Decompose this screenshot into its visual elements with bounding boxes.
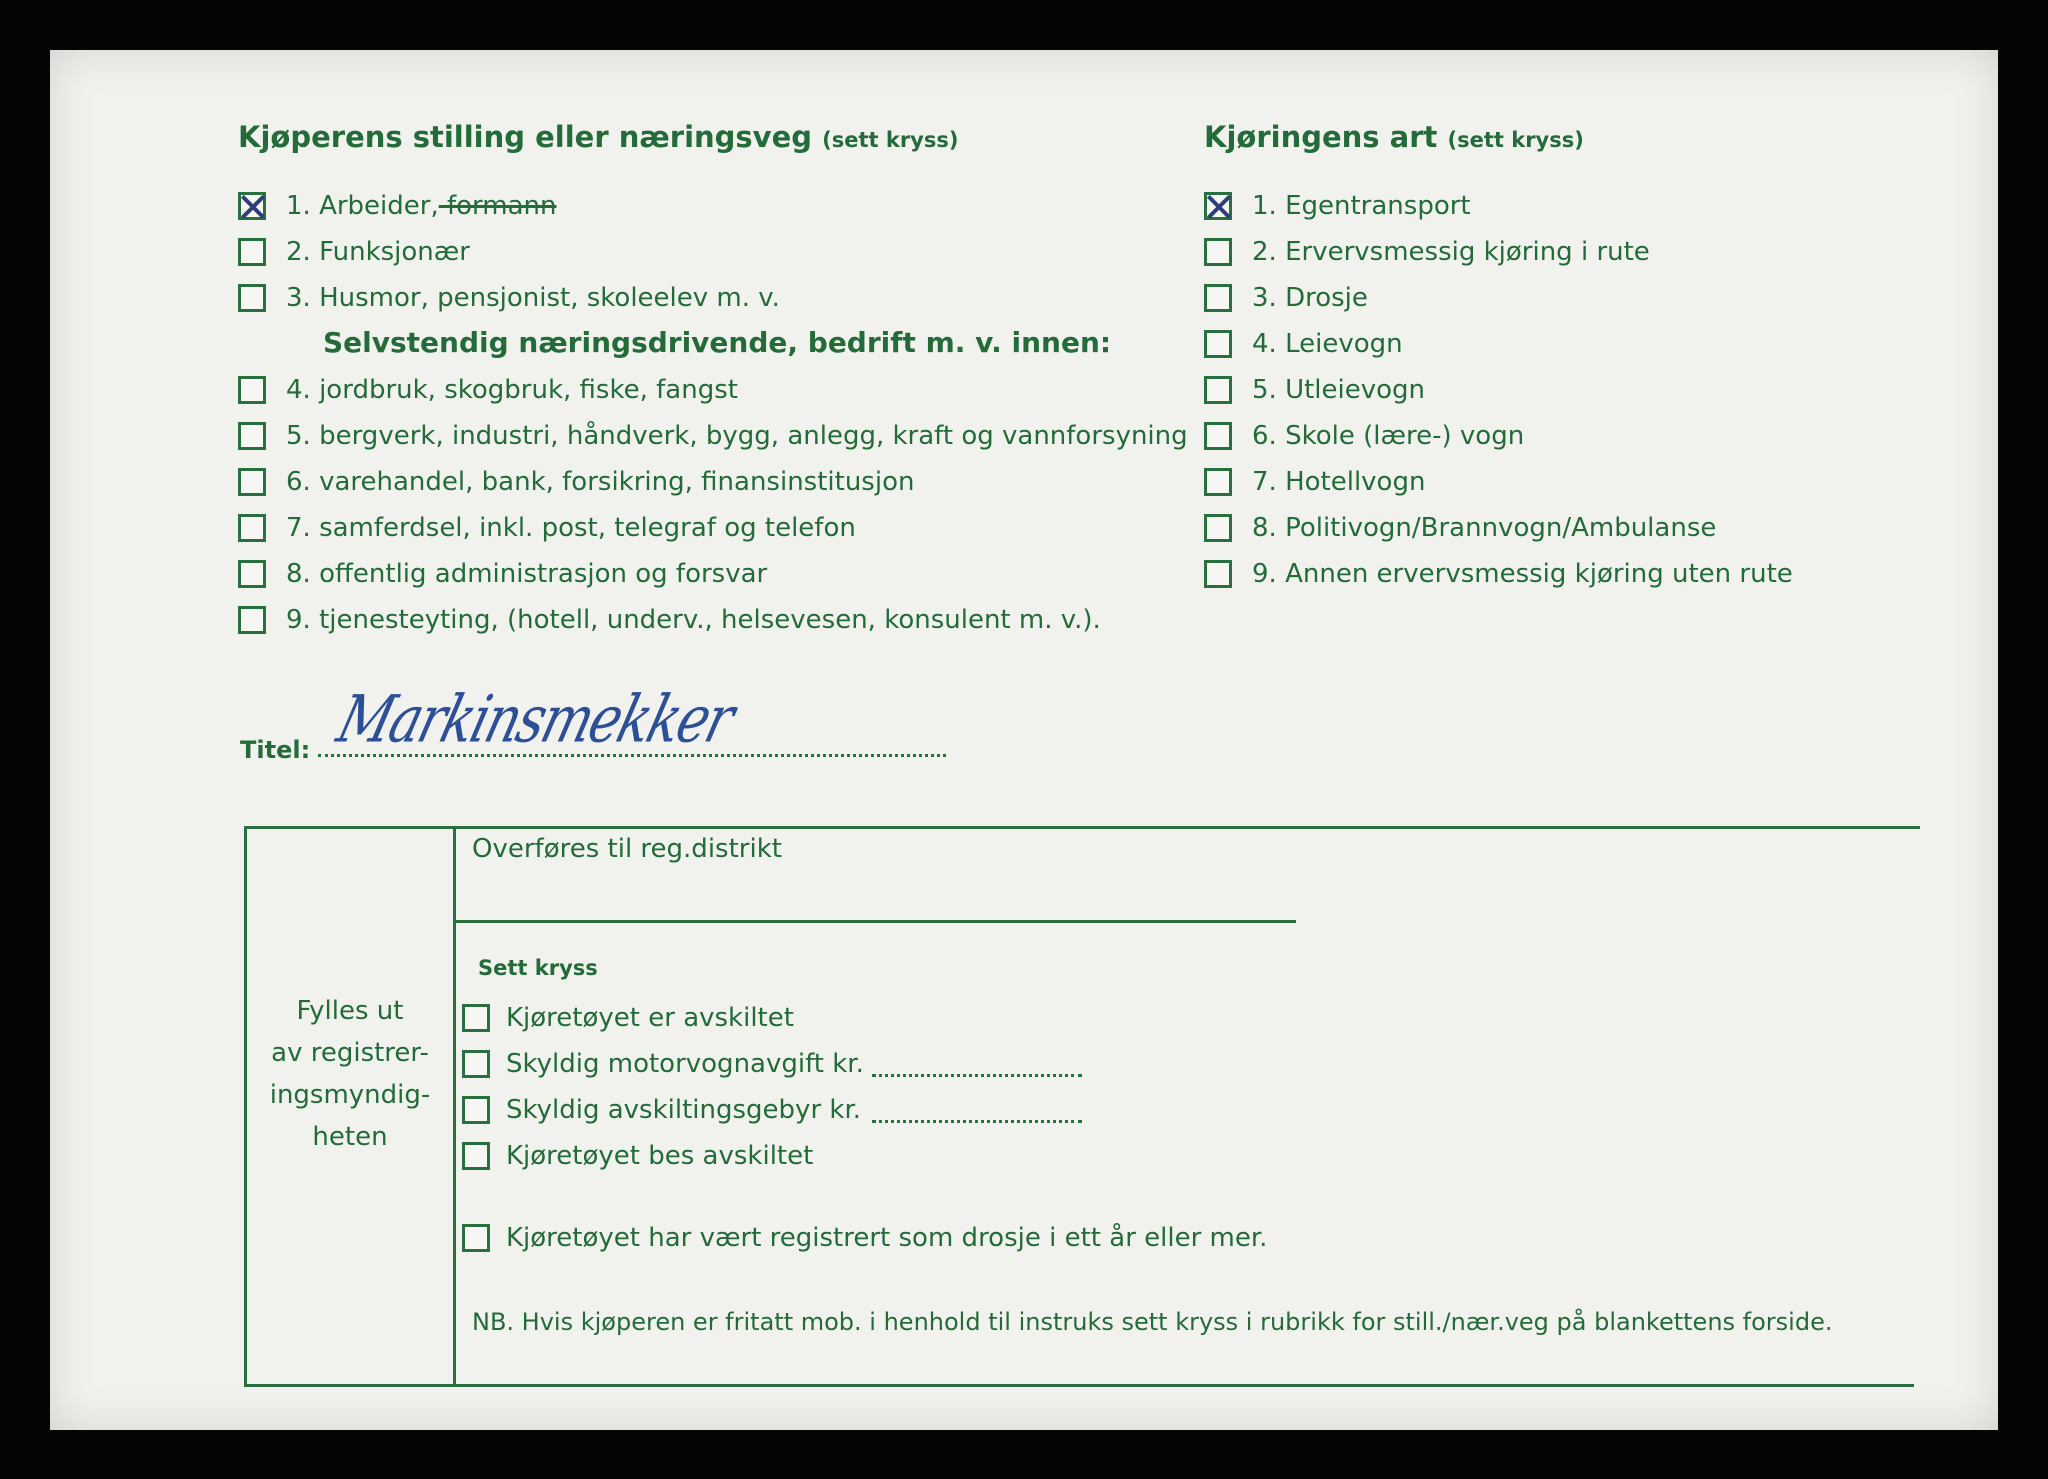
left-item-3 (286, 278, 780, 318)
registry-top-border (244, 826, 1920, 829)
right-item-number: 1. (1252, 191, 1286, 221)
right-item-6 (1252, 416, 1524, 456)
left-item-number: 4. (286, 375, 320, 405)
right-checkbox-8[interactable] (1204, 514, 1232, 542)
left-item-9 (286, 600, 1101, 640)
registry-divider (453, 826, 456, 1387)
right-checkbox-3[interactable] (1204, 284, 1232, 312)
left-title-note: (sett kryss) (822, 128, 959, 152)
left-checkbox-4[interactable] (238, 376, 266, 404)
left-item-number: 2. (286, 237, 320, 267)
left-item-label: tjenesteyting, (hotell, underv., helsevesen, konsulent m. v.). (319, 605, 1101, 635)
left-checkbox-3[interactable] (238, 284, 266, 312)
right-title-text: Kjøringens art (1204, 120, 1438, 154)
transfer-district-label: Overføres til reg.distrikt (472, 834, 782, 864)
right-item-label: Hotellvogn (1285, 467, 1426, 497)
registry-check-label-1: Kjøretøyet er avskiltet (506, 1003, 794, 1033)
left-item-label: varehandel, bank, forsikring, finansinstitusjon (319, 467, 915, 497)
self-employed-subheading: Selvstendig næringsdrivende, bedrift m. v. innen: (323, 326, 1112, 359)
right-checkbox-1[interactable] (1204, 192, 1232, 220)
left-item-number: 8. (286, 559, 320, 589)
right-item-label: Ervervsmessig kjøring i rute (1285, 237, 1650, 267)
right-checkbox-9[interactable] (1204, 560, 1232, 588)
left-item-5 (286, 416, 1188, 456)
left-item-number: 5. (286, 421, 320, 451)
registry-bottom-border (244, 1384, 1914, 1387)
title-field-handwritten-value[interactable]: Markinsmekker (329, 682, 741, 758)
right-item-label: Egentransport (1285, 191, 1471, 221)
registry-amount-field-2[interactable] (872, 1074, 1082, 1077)
left-item-6 (286, 462, 914, 502)
right-item-label: Politivogn/Brannvogn/Ambulanse (1285, 513, 1717, 543)
left-title-text: Kjøperens stilling eller næringsveg (238, 120, 813, 154)
left-item-number: 6. (286, 467, 320, 497)
right-item-4 (1252, 324, 1403, 364)
left-item-label: Husmor, pensjonist, skoleelev m. v. (319, 283, 780, 313)
right-item-label: Drosje (1285, 283, 1368, 313)
left-checkbox-1[interactable] (238, 192, 266, 220)
left-item-number: 1. (286, 191, 320, 221)
registry-amount-field-3[interactable] (872, 1120, 1082, 1123)
right-checkbox-5[interactable] (1204, 376, 1232, 404)
right-item-8 (1252, 508, 1716, 548)
left-item-label: Funksjonær (319, 237, 470, 267)
sett-kryss-label: Sett kryss (478, 956, 598, 980)
registry-checkbox-2[interactable] (462, 1050, 490, 1078)
transfer-district-line[interactable] (456, 920, 1296, 923)
right-item-number: 4. (1252, 329, 1286, 359)
right-item-2 (1252, 232, 1650, 272)
right-checkbox-2[interactable] (1204, 238, 1232, 266)
right-item-number: 9. (1252, 559, 1286, 589)
left-item-label: offentlig administrasjon og forsvar (319, 559, 768, 589)
side-label-line-1: Fylles ut (296, 996, 404, 1026)
left-item-4 (286, 370, 738, 410)
left-item-1 (286, 186, 557, 226)
registry-side-label (250, 990, 450, 1158)
left-item-7 (286, 508, 856, 548)
left-item-number: 3. (286, 283, 320, 313)
right-checkbox-4[interactable] (1204, 330, 1232, 358)
registry-check-label-3: Skyldig avskiltingsgebyr kr. (506, 1095, 862, 1125)
registry-check-label-2: Skyldig motorvognavgift kr. (506, 1049, 864, 1079)
right-item-3 (1252, 278, 1368, 318)
left-section-title (238, 120, 958, 154)
left-item-number: 7. (286, 513, 320, 543)
right-item-9 (1252, 554, 1793, 594)
left-item-struck-text: formann (438, 191, 557, 221)
left-checkbox-7[interactable] (238, 514, 266, 542)
right-item-number: 6. (1252, 421, 1286, 451)
right-item-label: Utleievogn (1285, 375, 1426, 405)
title-field-label: Titel: (240, 736, 311, 764)
right-item-1 (1252, 186, 1471, 226)
left-item-label: Arbeider, (319, 191, 439, 221)
left-checkbox-9[interactable] (238, 606, 266, 634)
right-item-5 (1252, 370, 1425, 410)
left-item-label: samferdsel, inkl. post, telegraf og telefon (319, 513, 856, 543)
drosje-checkbox[interactable] (462, 1224, 490, 1252)
right-item-label: Leievogn (1285, 329, 1403, 359)
left-item-label: bergverk, industri, håndverk, bygg, anlegg, kraft og vannforsyning (319, 421, 1188, 451)
right-item-number: 8. (1252, 513, 1286, 543)
right-checkbox-7[interactable] (1204, 468, 1232, 496)
right-item-number: 7. (1252, 467, 1286, 497)
right-item-number: 2. (1252, 237, 1286, 267)
left-checkbox-6[interactable] (238, 468, 266, 496)
right-checkbox-6[interactable] (1204, 422, 1232, 450)
drosje-check-label: Kjøretøyet har vært registrert som drosje i ett år eller mer. (506, 1223, 1268, 1253)
right-item-label: Annen ervervsmessig kjøring uten rute (1285, 559, 1793, 589)
left-item-8 (286, 554, 767, 594)
right-item-number: 3. (1252, 283, 1286, 313)
right-item-number: 5. (1252, 375, 1286, 405)
right-item-label: Skole (lære-) vogn (1285, 421, 1525, 451)
side-label-line-2: av registrer- (271, 1038, 429, 1068)
registry-checkbox-4[interactable] (462, 1142, 490, 1170)
left-checkbox-2[interactable] (238, 238, 266, 266)
left-item-2 (286, 232, 470, 272)
left-checkbox-8[interactable] (238, 560, 266, 588)
right-title-note: (sett kryss) (1447, 128, 1584, 152)
side-label-line-3: ingsmyndig- (269, 1080, 431, 1110)
left-checkbox-5[interactable] (238, 422, 266, 450)
registry-checkbox-3[interactable] (462, 1096, 490, 1124)
left-item-number: 9. (286, 605, 320, 635)
right-item-7 (1252, 462, 1425, 502)
registry-check-label-4: Kjøretøyet bes avskiltet (506, 1141, 814, 1171)
registry-left-border (244, 826, 247, 1387)
nb-note: NB. Hvis kjøperen er fritatt mob. i henhold til instruks sett kryss i rubrikk for still./nær.veg på blankettens forside. (472, 1308, 1833, 1336)
right-section-title (1204, 120, 1584, 154)
left-item-label: jordbruk, skogbruk, fiske, fangst (319, 375, 738, 405)
side-label-line-4: heten (312, 1122, 388, 1152)
registry-checkbox-1[interactable] (462, 1004, 490, 1032)
